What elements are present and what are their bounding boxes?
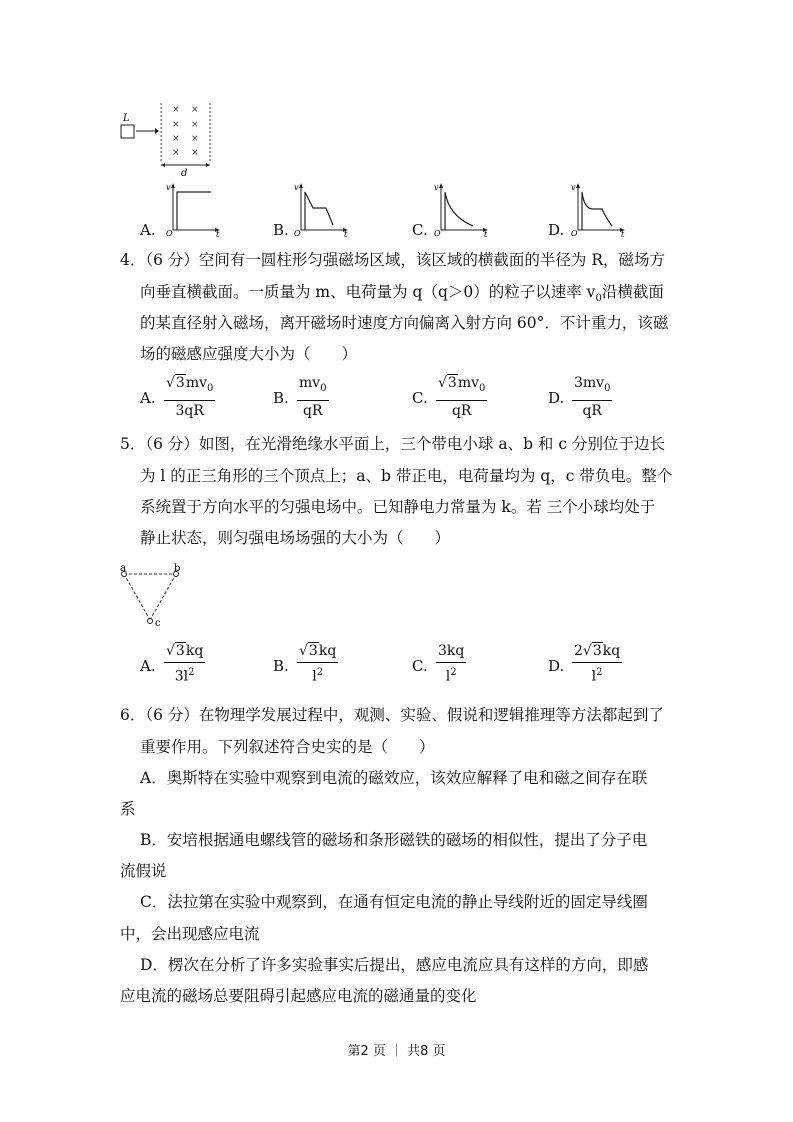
q4-option-a-label: A. bbox=[140, 389, 156, 407]
svg-text:O: O bbox=[166, 229, 173, 238]
q5-line-1: 5．（6 分）如图，在光滑绝缘水平面上，三个带电小球 a、b 和 c 分别位于边长 bbox=[120, 435, 665, 453]
svg-text:t: t bbox=[484, 230, 488, 238]
q6-option-b-line-1: B．安培根据通电螺线管的磁场和条形磁铁的磁场的相似性，提出了分子电 bbox=[140, 831, 648, 849]
q3-option-b-label: B. bbox=[273, 221, 289, 239]
q6-option-a-line-2: 系 bbox=[120, 800, 136, 818]
svg-text:×: × bbox=[191, 105, 199, 115]
svg-text:v: v bbox=[571, 183, 576, 192]
q5-option-a-formula: $\frac{√3kq}{3l^2}$ bbox=[166, 643, 204, 685]
q6-option-d-line-1: D．楞次在分析了许多实验事实后提出，感应电流应具有这样的方向，即感 bbox=[140, 956, 649, 974]
triangle-diagram bbox=[116, 562, 196, 632]
ball-b-label: b bbox=[174, 563, 181, 574]
q3-graph-d bbox=[570, 180, 630, 238]
field-diagram bbox=[115, 100, 225, 180]
q5-line-2: 为 l 的正三角形的三个顶点上；a、b 带正电，电荷量均为 q，c 带负电。整个 bbox=[140, 467, 673, 485]
q5-line-3: 系统置于方向水平的匀强电场中。已知静电力常量为 k。若 三个小球均处于 bbox=[140, 498, 656, 516]
q3-graph-b bbox=[293, 180, 353, 238]
label-d: d bbox=[181, 168, 188, 179]
svg-text:×: × bbox=[191, 148, 199, 158]
q5-option-d-formula: $\frac{2√3kq}{l^2}$ bbox=[574, 643, 621, 685]
q5-option-c-label: C. bbox=[412, 657, 428, 675]
svg-text:×: × bbox=[172, 105, 180, 115]
q4-option-b-label: B. bbox=[273, 389, 289, 407]
q3-option-a-label: A. bbox=[140, 221, 156, 239]
q6-line-2: 重要作用。下列叙述符合史实的是（ ） bbox=[140, 738, 435, 756]
q4-option-b-formula: $\frac{mv_0}{qR}$ bbox=[299, 375, 327, 419]
svg-text:O: O bbox=[294, 229, 301, 238]
svg-text:v: v bbox=[434, 183, 439, 192]
q6-option-c-line-1: C．法拉第在实验中观察到，在通有恒定电流的静止导线附近的固定导线圈 bbox=[140, 893, 648, 911]
ball-c-label: c bbox=[155, 618, 161, 629]
ball-a-label: a bbox=[120, 563, 126, 574]
svg-text:×: × bbox=[191, 134, 199, 144]
q4-line-3: 的某直径射入磁场，离开磁场时速度方向偏离入射方向 60°．不计重力，该磁 bbox=[140, 314, 669, 332]
q3-graph-a bbox=[165, 180, 225, 238]
q5-option-d-label: D. bbox=[548, 657, 565, 675]
svg-text:t: t bbox=[344, 230, 348, 238]
q4-option-c-label: C. bbox=[412, 389, 428, 407]
svg-text:O: O bbox=[434, 229, 441, 238]
q5-option-c-formula: $\frac{3kq}{l^2}$ bbox=[438, 643, 465, 685]
q4-option-c-formula: $\frac{√3mv_0}{qR}$ bbox=[438, 375, 486, 419]
q5-option-b-formula: $\frac{√3kq}{l^2}$ bbox=[299, 643, 337, 685]
svg-text:O: O bbox=[571, 229, 578, 238]
field-crosses bbox=[172, 105, 199, 158]
svg-text:×: × bbox=[172, 134, 180, 144]
q5-option-b-label: B. bbox=[273, 657, 289, 675]
page-footer: 第2 页 ｜ 共8 页 bbox=[347, 1044, 446, 1059]
svg-text:v: v bbox=[294, 183, 299, 192]
q6-option-b-line-2: 流假说 bbox=[120, 862, 167, 880]
q6-option-a-line-1: A．奥斯特在实验中观察到电流的磁效应，该效应解释了电和磁之间存在联 bbox=[140, 769, 648, 787]
svg-text:t: t bbox=[216, 230, 220, 238]
q4-option-d-label: D. bbox=[548, 389, 565, 407]
svg-text:×: × bbox=[172, 148, 180, 158]
q6-line-1: 6．（6 分）在物理学发展过程中，观测、实验、假说和逻辑推理等方法都起到了 bbox=[120, 706, 664, 724]
q4-line-4: 场的磁感应强度大小为（ ） bbox=[140, 345, 358, 363]
svg-text:v: v bbox=[166, 183, 171, 192]
q5-line-4: 静止状态，则匀强电场场强的大小为（ ） bbox=[140, 529, 451, 547]
q4-option-d-formula: $\frac{3mv_0}{qR}$ bbox=[574, 375, 611, 419]
q3-graph-c bbox=[433, 180, 493, 238]
q6-option-d-line-2: 应电流的磁场总要阻碍引起感应电流的磁通量的变化 bbox=[120, 987, 477, 1005]
q6-option-c-line-2: 中，会出现感应电流 bbox=[120, 925, 260, 943]
svg-text:×: × bbox=[191, 120, 199, 130]
q3-option-d-label: D. bbox=[548, 221, 565, 239]
q4-line-1: 4．（6 分）空间有一圆柱形匀强磁场区域，该区域的横截面的半径为 R，磁场方 bbox=[120, 251, 666, 269]
square-loop bbox=[121, 125, 134, 138]
q3-option-c-label: C. bbox=[412, 221, 428, 239]
label-L: L bbox=[123, 113, 130, 124]
svg-text:t: t bbox=[621, 230, 625, 238]
q5-option-a-label: A. bbox=[140, 657, 156, 675]
q4-line-2: 向垂直横截面。一质量为 m、电荷量为 q（q＞0）的粒子以速率 $v_0$沿横截面 bbox=[140, 283, 664, 305]
q4-option-a-formula: $\frac{√3mv_0}{3qR}$ bbox=[166, 375, 214, 419]
svg-text:×: × bbox=[172, 120, 180, 130]
